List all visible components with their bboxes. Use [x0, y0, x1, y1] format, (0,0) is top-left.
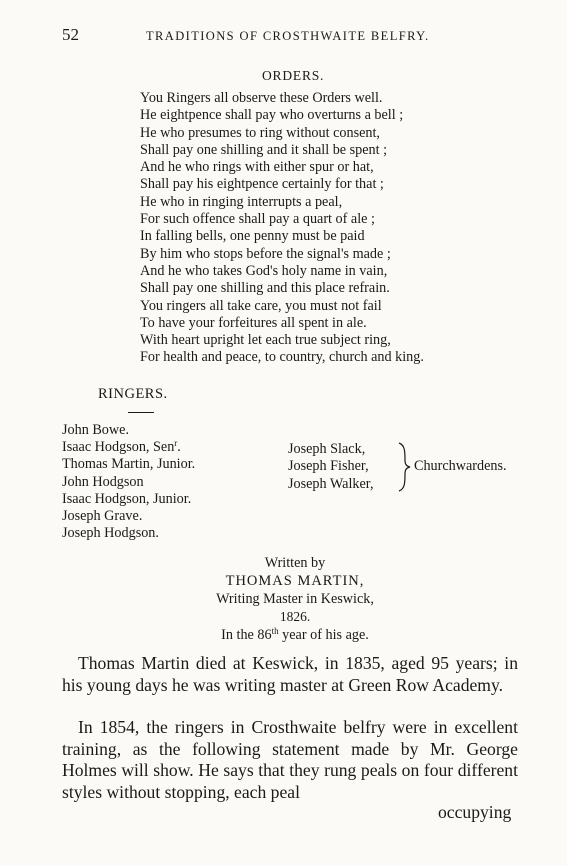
- poem-line: You ringers all take care, you must not fail: [140, 297, 382, 314]
- paragraph-martin-death: [62, 653, 518, 696]
- curly-brace-icon: [396, 442, 412, 492]
- poem-line: By him who stops before the signal's made ;: [140, 245, 391, 262]
- orders-poem: [140, 90, 424, 367]
- ringer-name: Joseph Grave.: [62, 508, 143, 525]
- poem-line: To have your forfeitures all spent in ale.: [140, 314, 367, 331]
- poem-line: And he who takes God's holy name in vain,: [140, 262, 388, 279]
- warden-name: Joseph Slack,: [288, 441, 366, 457]
- ringer-name: Thomas Martin, Junior.: [62, 456, 196, 473]
- poem-line: Shall pay his eightpence certainly for that ;: [140, 176, 384, 193]
- author-name: THOMAS MARTIN,: [225, 573, 365, 589]
- written-by: Written by: [264, 555, 326, 571]
- poem-line: For health and peace, to country, church and king.: [140, 349, 424, 366]
- author-title: Writing Master in Keswick,: [216, 591, 374, 607]
- churchwardens-label: Churchwardens.: [414, 458, 507, 474]
- ringer-name: John Bowe.: [62, 422, 129, 438]
- poem-line: In falling bells, one penny must be paid: [140, 228, 365, 245]
- paragraph-ringers-1854: [62, 717, 518, 803]
- poem-line: He eightpence shall pay who overturns a bell ;: [140, 107, 404, 124]
- warden-name: Joseph Fisher,: [288, 458, 369, 475]
- warden-name: Joseph Walker,: [288, 475, 374, 492]
- churchwardens-list: [288, 441, 374, 493]
- poem-line: Shall pay one shilling and it shall be spent ;: [140, 141, 388, 158]
- ringer-name: Isaac Hodgson, Sen$^r$.: [62, 438, 181, 456]
- poem-line: Shall pay one shilling and this place refrain.: [140, 280, 390, 297]
- poem-line: He who presumes to ring without consent,: [140, 124, 380, 141]
- poem-line: He who in ringing interrupts a peal,: [140, 193, 343, 210]
- poem-line: For such offence shall pay a quart of ale ;: [140, 211, 375, 228]
- catchword: occupying: [438, 802, 512, 822]
- ringer-name: Isaac Hodgson, Junior.: [62, 490, 192, 507]
- orders-title: ORDERS.: [262, 68, 325, 83]
- running-head: TRADITIONS OF CROSTHWAITE BELFRY.: [146, 29, 430, 43]
- section-rule: [128, 412, 154, 413]
- page-number: 52: [62, 25, 79, 44]
- poem-line: You Ringers all observe these Orders well.: [140, 90, 383, 106]
- author-age: In the 86th year of his age.: [221, 626, 369, 643]
- paragraph-text: Thomas Martin died at Keswick, in 1835, aged 95 years; in his young days he was writing master at Green Row Academy.: [62, 653, 518, 695]
- poem-line: And he who rings with either spur or hat,: [140, 159, 374, 176]
- ringer-name: John Hodgson: [62, 473, 144, 490]
- poem-line: With heart upright let each true subject ring,: [140, 332, 391, 349]
- ringers-list: [62, 422, 195, 542]
- paragraph-text: In 1854, the ringers in Crosthwaite belfry were in excellent training, as the following statement made by Mr. George Holmes will show. He says that they rung peals on four different styles without stopping, each peal: [62, 717, 518, 802]
- ringers-title: RINGERS.: [98, 386, 168, 402]
- written-year: 1826.: [279, 609, 311, 624]
- ringer-name: Joseph Hodgson.: [62, 525, 159, 542]
